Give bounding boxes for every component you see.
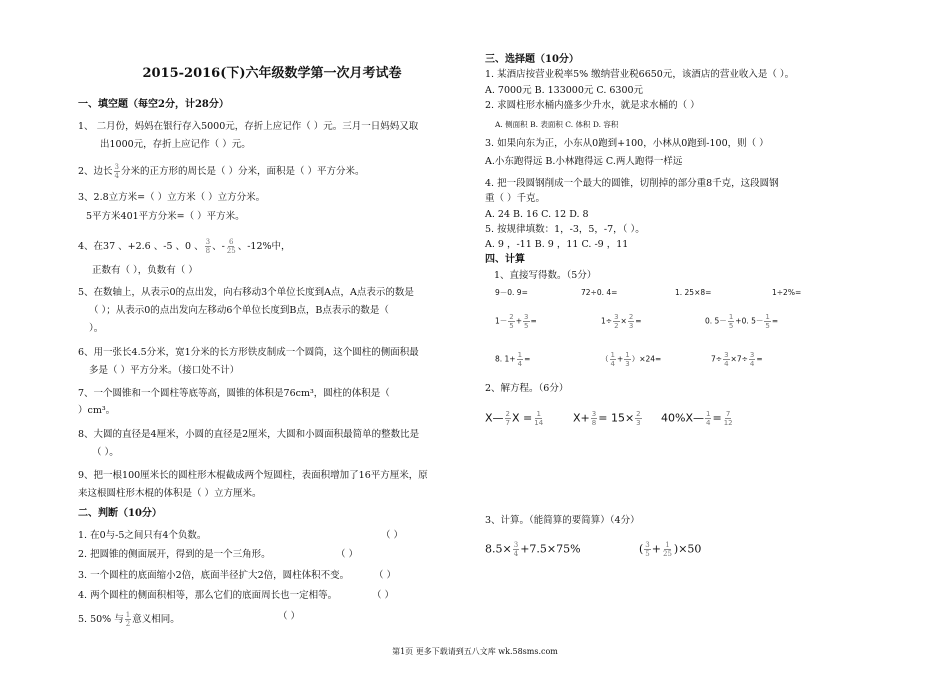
simplify-2-frac1 xyxy=(644,541,650,558)
q9-line-a: 9、把一根100厘米长的圆柱形木棍截成两个短圆柱，表面积增加了16平方厘米，原 xyxy=(78,470,428,481)
oral-r2-c2-op: × xyxy=(620,316,627,326)
equation-2-b: = 15× xyxy=(598,411,635,425)
q2-frac-den: 4 xyxy=(114,172,120,180)
frac-num: 3 xyxy=(591,410,597,418)
frac-num: 1 xyxy=(665,541,670,549)
equation-2 xyxy=(573,410,643,427)
judge-q3-paren: （ ） xyxy=(374,570,397,581)
choice-q1: 1. 某酒店按营业税率5% 缴纳营业税6650元，该酒店的营业收入是（ ）。 xyxy=(485,69,795,80)
oral-r3-c1 xyxy=(495,351,530,368)
calc-part1-heading: 1、直接写得数。（5分） xyxy=(494,270,597,281)
oral-r2-c2-a: 1÷ xyxy=(601,316,613,326)
oral-r3-c2 xyxy=(601,351,661,368)
frac-den: 4 xyxy=(610,360,615,368)
calc-part3-heading: 3、计算。（能简算的要简算）（4分） xyxy=(485,515,640,526)
frac-num: 3 xyxy=(724,351,729,359)
frac-num: 2 xyxy=(505,410,511,418)
section-fill-heading: 一、填空题（每空2分，计28分） xyxy=(78,99,229,110)
q3-line-b: 5平方米401平方分米=（ ）平方米。 xyxy=(86,211,245,222)
q8-line-b: （ ）。 xyxy=(92,447,119,458)
oral-r2-c1-frac2 xyxy=(523,313,529,330)
equation-3 xyxy=(661,410,735,427)
frac-den: 8 xyxy=(591,419,597,427)
oral-r3-c2-op: + xyxy=(616,354,624,364)
oral-r2-c1-op: + xyxy=(515,316,523,326)
oral-r3-c1-frac xyxy=(517,351,523,368)
equation-2-frac2 xyxy=(635,410,641,427)
frac-den: 12 xyxy=(723,419,733,427)
oral-r3-c1-eq: = xyxy=(524,354,531,364)
q5-line-b: （ ）；从表示0的点出发向左移动6个单位长度到B点，B点表示的数是（ xyxy=(89,305,389,316)
choice-q2: 2. 求圆柱形水桶内盛多少升水，就是求水桶的（ ） xyxy=(485,100,700,111)
frac-num: 7 xyxy=(725,410,731,418)
q1-line-a: 1、 二月份，妈妈在银行存入5000元，存折上应记作（ ）元。三月一日妈妈又取 xyxy=(78,121,419,132)
oral-r2-c1-eq: = xyxy=(530,316,537,326)
frac-den: 5 xyxy=(765,322,770,330)
calc-part2-heading: 2、解方程。（6分） xyxy=(485,383,569,394)
section-calc-heading: 四、计算 xyxy=(485,254,525,265)
simplify-2-op: + xyxy=(651,542,661,556)
judge-q2-paren: （ ） xyxy=(336,549,359,560)
choice-q5: 5. 按规律填数：1，-3，5，-7，（ ）。 xyxy=(485,224,645,235)
equation-3-b: = xyxy=(712,411,722,425)
oral-r2-c3-eq: = xyxy=(771,316,779,326)
q4-text-a: 4、在37 、+2.6 、-5 、0 、 xyxy=(78,241,204,252)
q7-line-a: 7、一个圆锥和一个圆柱等底等高，圆锥的体积是76cm³，圆柱的体积是（ xyxy=(78,388,390,399)
q4-line-a xyxy=(78,238,291,255)
q4-fraction-2 xyxy=(226,238,237,255)
q7-line-b: ）cm³。 xyxy=(78,405,116,416)
q8-line-a: 8、大圆的直径是4厘米，小圆的直径是2厘米，大圆和小圆面积最简单的整数比是 xyxy=(78,429,420,440)
frac-den: 5 xyxy=(524,322,529,330)
judge-q1-paren: （ ） xyxy=(381,530,404,541)
oral-r3-c2-end: ）×24= xyxy=(631,354,662,364)
oral-r3-c1-a: 8. 1+ xyxy=(495,354,516,364)
frac-num: 1 xyxy=(625,351,630,359)
oral-r3-c2-frac2 xyxy=(624,351,630,368)
equation-3-frac1 xyxy=(705,410,711,427)
q2-fraction xyxy=(114,163,120,180)
q4-text-c: 、-12%中， xyxy=(237,241,291,252)
judge-q1: 1. 在0与-5之间只有4个负数。 xyxy=(78,530,207,541)
frac-den: 5 xyxy=(509,322,514,330)
judge-q5-text-a: 5. 50% 与 xyxy=(78,614,124,625)
frac-num: 1 xyxy=(765,313,770,321)
choice-q4-options: A. 24 B. 16 C. 12 D. 8 xyxy=(485,209,589,220)
q5-line-a: 5、在数轴上，从表示0的点出发，向右移动3个单位长度到A点，A点表示的数是 xyxy=(78,287,414,298)
simplify-2-b: )×50 xyxy=(673,542,702,556)
q9-line-b: 来这根圆柱形木棍的体积是（ ）立方厘米。 xyxy=(78,488,262,499)
frac-den: 5 xyxy=(728,322,734,330)
frac-num: 1 xyxy=(706,410,711,418)
q2-text-a: 2、边长 xyxy=(78,166,113,177)
oral-r3-c3 xyxy=(711,351,763,368)
q4-frac1-den: 8 xyxy=(205,247,211,255)
oral-r3-c3-frac2 xyxy=(749,351,755,368)
frac-den: 4 xyxy=(724,360,729,368)
judge-q2: 2. 把圆锥的侧面展开，得到的是一个三角形。 xyxy=(78,549,271,560)
q6-line-b: 多是（ ）平方分米。（接口处不计） xyxy=(89,365,240,376)
oral-r2-c1-frac1 xyxy=(508,313,514,330)
oral-r2-c3-frac1 xyxy=(728,313,734,330)
choice-q2-options: A. 侧面积 B. 表面积 C. 体积 D. 容积 xyxy=(495,120,619,129)
oral-r2-c2-eq: = xyxy=(635,316,642,326)
oral-r1-c3: 1. 25×8= xyxy=(675,288,712,297)
page-footer: 第1页 更多下载请到五八文库 wk.58sms.com xyxy=(392,647,558,656)
oral-r2-c3-frac2 xyxy=(764,313,770,330)
q6-line-a: 6、用一张长4.5分米，宽1分米的长方形铁皮制成一个圆筒，这个圆柱的侧面积最 xyxy=(78,347,419,358)
oral-r3-c3-eq: = xyxy=(756,354,763,364)
judge-q4-paren: （ ） xyxy=(372,590,395,601)
frac-num: 2 xyxy=(628,313,634,321)
oral-r2-c3-op: +0. 5－ xyxy=(735,316,764,326)
oral-r2-c3 xyxy=(705,313,778,330)
section-choice-heading: 三、选择题（10分） xyxy=(485,54,579,65)
oral-r1-c4: 1÷2%= xyxy=(772,288,802,297)
simplify-1 xyxy=(485,541,581,558)
oral-r3-c3-a: 7÷ xyxy=(711,354,723,364)
frac-den: 7 xyxy=(505,419,511,427)
oral-r3-c2-a: （ xyxy=(601,354,609,364)
simplify-1-b: +7.5×75% xyxy=(520,542,581,556)
q4-text-b: 、- xyxy=(212,241,225,252)
frac-den: 3 xyxy=(628,322,634,330)
oral-r1-c2: 72÷0. 4= xyxy=(581,288,618,297)
choice-q4-line-b: 重（ ）千克。 xyxy=(485,193,546,204)
choice-q5-options: A. 9 ，-11 B. 9 ，11 C. -9 ，11 xyxy=(485,239,629,250)
oral-r2-c3-a: 0. 5－ xyxy=(705,316,727,326)
choice-q1-options: A. 7000元 B. 133000元 C. 6300元 xyxy=(485,85,644,96)
oral-r2-c1-a: 1－ xyxy=(495,316,508,326)
judge-q3: 3. 一个圆柱的底面缩小2倍，底面半径扩大2倍，圆柱体积不变。 xyxy=(78,570,350,581)
oral-r3-c3-op: ×7÷ xyxy=(730,354,748,364)
frac-num: 1 xyxy=(610,351,615,359)
oral-r3-c3-frac1 xyxy=(723,351,729,368)
choice-q4-line-a: 4. 把一段圆钢削成一个最大的圆锥，切削掉的部分重8千克，这段圆钢 xyxy=(485,178,779,189)
oral-r2-c1 xyxy=(495,313,537,330)
judge-q5-paren: （ ） xyxy=(278,611,301,622)
frac-num: 3 xyxy=(513,541,519,549)
equation-1-frac2 xyxy=(533,410,544,427)
simplify-1-frac xyxy=(513,541,519,558)
judge-q5-text-b: 意义相同。 xyxy=(132,614,180,625)
equation-2-a: X+ xyxy=(573,411,590,425)
q5-line-c: ）。 xyxy=(89,323,104,334)
section-judge-heading: 二、判断（10分） xyxy=(78,508,162,519)
q4-line-d: 正数有（ ），负数有（ ） xyxy=(92,265,198,276)
page-title: 2015-2016(下)六年级数学第一次月考试卷 xyxy=(142,66,402,81)
frac-den: 14 xyxy=(534,419,544,427)
frac-num: 1 xyxy=(728,313,734,321)
oral-r2-c2-frac2 xyxy=(628,313,634,330)
q2-line xyxy=(78,163,365,180)
frac-den: 5 xyxy=(645,550,650,558)
frac-num: 1 xyxy=(517,351,523,359)
frac-den: 3 xyxy=(625,360,630,368)
frac-num: 3 xyxy=(749,351,755,359)
equation-2-frac1 xyxy=(591,410,597,427)
q4-fraction-1 xyxy=(205,238,211,255)
simplify-2-frac2 xyxy=(662,541,673,558)
q2-text-b: 分米的正方形的周长是（ ）分米，面积是（ ）平方分米。 xyxy=(121,166,365,177)
q4-frac2-den: 25 xyxy=(226,247,236,255)
equation-1-b: X = xyxy=(512,411,533,425)
frac-den: 4 xyxy=(706,419,711,427)
q4-frac2-num: 6 xyxy=(229,238,234,246)
simplify-1-a: 8.5× xyxy=(485,542,512,556)
frac-num: 3 xyxy=(614,313,619,321)
frac-num: 3 xyxy=(524,313,529,321)
judge-q5 xyxy=(78,611,180,628)
judge-q5-frac-num: 1 xyxy=(125,611,131,619)
q3-line-a: 3、2.8立方米=（ ）立方米（ ）立方分米。 xyxy=(78,192,266,203)
oral-r2-c2-frac1 xyxy=(613,313,619,330)
judge-q5-frac-den: 2 xyxy=(125,620,131,628)
frac-den: 4 xyxy=(513,550,519,558)
frac-den: 3 xyxy=(636,419,641,427)
equation-3-a: 40%X— xyxy=(661,411,704,425)
frac-num: 1 xyxy=(536,410,541,418)
judge-q4: 4. 两个圆柱的侧面积相等，那么它们的底面周长也一定相等。 xyxy=(78,590,338,601)
frac-num: 2 xyxy=(509,313,514,321)
choice-q3: 3. 如果向东为正，小东从0跑到+100，小林从0跑到-100，则（ ） xyxy=(485,138,769,149)
frac-den: 4 xyxy=(749,360,755,368)
frac-den: 2 xyxy=(614,322,619,330)
frac-den: 25 xyxy=(662,550,672,558)
simplify-2 xyxy=(639,541,701,558)
equation-1-a: X— xyxy=(485,411,504,425)
oral-r3-c2-frac1 xyxy=(610,351,616,368)
oral-r1-c1: 9－0. 9= xyxy=(495,288,528,297)
equation-1-frac1 xyxy=(505,410,511,427)
q4-frac1-num: 3 xyxy=(205,238,211,246)
simplify-2-a: ( xyxy=(639,542,644,556)
choice-q3-options: A.小东跑得远 B.小林跑得远 C.两人跑得一样远 xyxy=(485,156,683,167)
equation-3-frac2 xyxy=(723,410,734,427)
q2-frac-num: 3 xyxy=(114,163,120,171)
judge-q5-fraction xyxy=(125,611,131,628)
oral-r2-c2 xyxy=(601,313,642,330)
frac-num: 2 xyxy=(636,410,641,418)
frac-num: 3 xyxy=(645,541,650,549)
equation-1 xyxy=(485,410,545,427)
q1-line-b: 出1000元，存折上应记作（ ）元。 xyxy=(100,139,251,150)
frac-den: 4 xyxy=(517,360,523,368)
